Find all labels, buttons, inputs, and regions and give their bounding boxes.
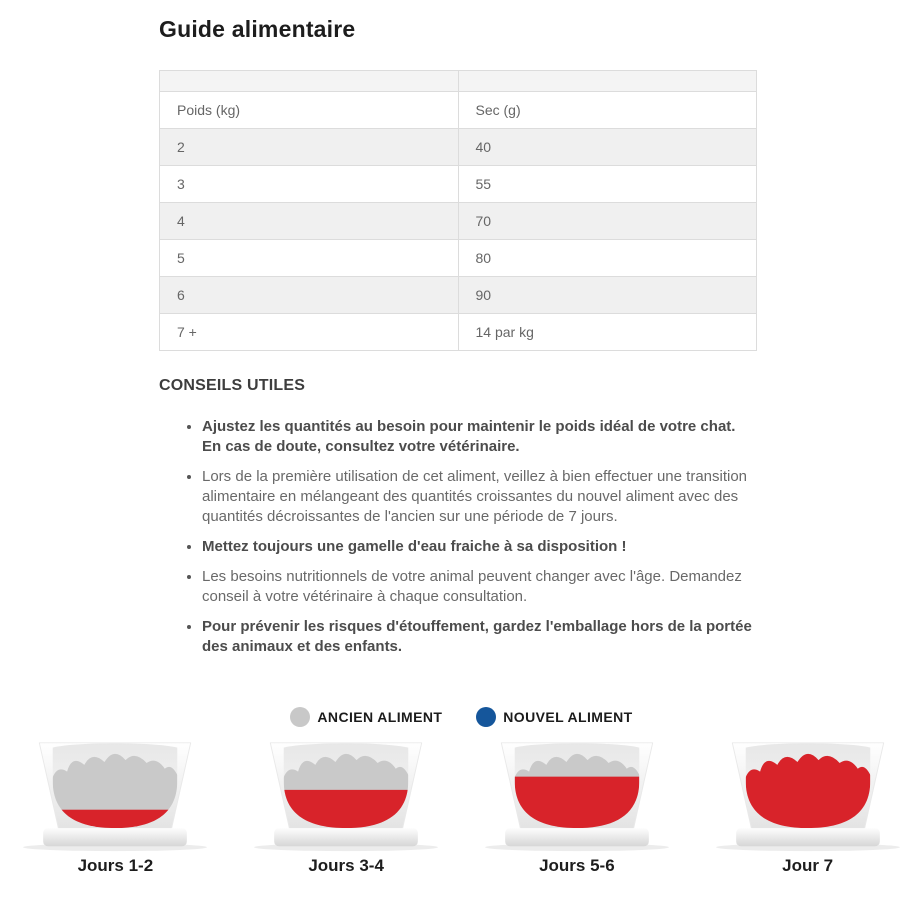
legend [0,707,923,727]
legend-label-old: ANCIEN ALIMENT [317,709,443,725]
cell-amount: 70 [458,203,757,240]
cell-weight: 6 [160,277,459,314]
page-title: Guide alimentaire [159,16,356,42]
bowl-figure [231,739,461,876]
bowl-label: Jours 1-2 [77,856,154,875]
cell-weight: 4 [160,203,459,240]
table-row [160,277,757,314]
old-food-legend-icon [290,707,310,727]
cell-amount: 14 par kg [458,314,757,351]
bowl-figure [462,739,692,876]
table-spacer-row [160,71,757,92]
list-item: • Mettez toujours une gamelle d'eau fraiche à sa disposition ! [202,537,757,557]
feeding-table [159,70,757,351]
list-item: • Pour prévenir les risques d'étouffement, gardez l'emballage hors de la portée des animaux et des enfants. [202,617,757,657]
bowl-figure [693,739,923,876]
list-item: • Lors de la première utilisation de cet aliment, veillez à bien effectuer une transition alimentaire en mélangeant des quantités croissantes du nouvel aliment avec des quantités décroissantes de l'ancien sur une période de 7 jours. [202,467,757,527]
bowl-icon [481,739,673,853]
cell-weight: 3 [160,166,459,203]
table-row [160,166,757,203]
cell-amount: 40 [458,129,757,166]
bowl-icon [250,739,442,853]
tips-list [159,417,757,657]
cell-amount: 90 [458,277,757,314]
bowl-icon [19,739,211,853]
column-header-weight: Poids (kg) [160,92,459,129]
new-food-legend-icon [476,707,496,727]
bowl-label: Jours 3-4 [308,856,384,875]
table-header-row [160,92,757,129]
list-item: • Ajustez les quantités au besoin pour maintenir le poids idéal de votre chat. En cas de doute, consultez votre vétérinaire. [202,417,757,457]
legend-item-old-food [290,707,442,727]
bowl-label: Jour 7 [782,856,834,875]
bowl-figure [0,739,230,876]
table-row [160,203,757,240]
table-row [160,129,757,166]
cell-amount: 80 [458,240,757,277]
transition-bowls [0,739,923,876]
legend-item-new-food [476,707,632,727]
table-row [160,314,757,351]
list-item: • Les besoins nutritionnels de votre animal peuvent changer avec l'âge. Demandez conseil à votre vétérinaire à chaque consultation. [202,567,757,607]
cell-weight: 5 [160,240,459,277]
bowl-icon [712,739,904,853]
bowl-label: Jours 5-6 [539,856,615,875]
cell-amount: 55 [458,166,757,203]
cell-weight: 2 [160,129,459,166]
column-header-dry: Sec (g) [458,92,757,129]
cell-weight: 7 + [160,314,459,351]
table-row [160,240,757,277]
legend-label-new: NOUVEL ALIMENT [503,709,633,725]
tips-heading: CONSEILS UTILES [159,377,306,394]
